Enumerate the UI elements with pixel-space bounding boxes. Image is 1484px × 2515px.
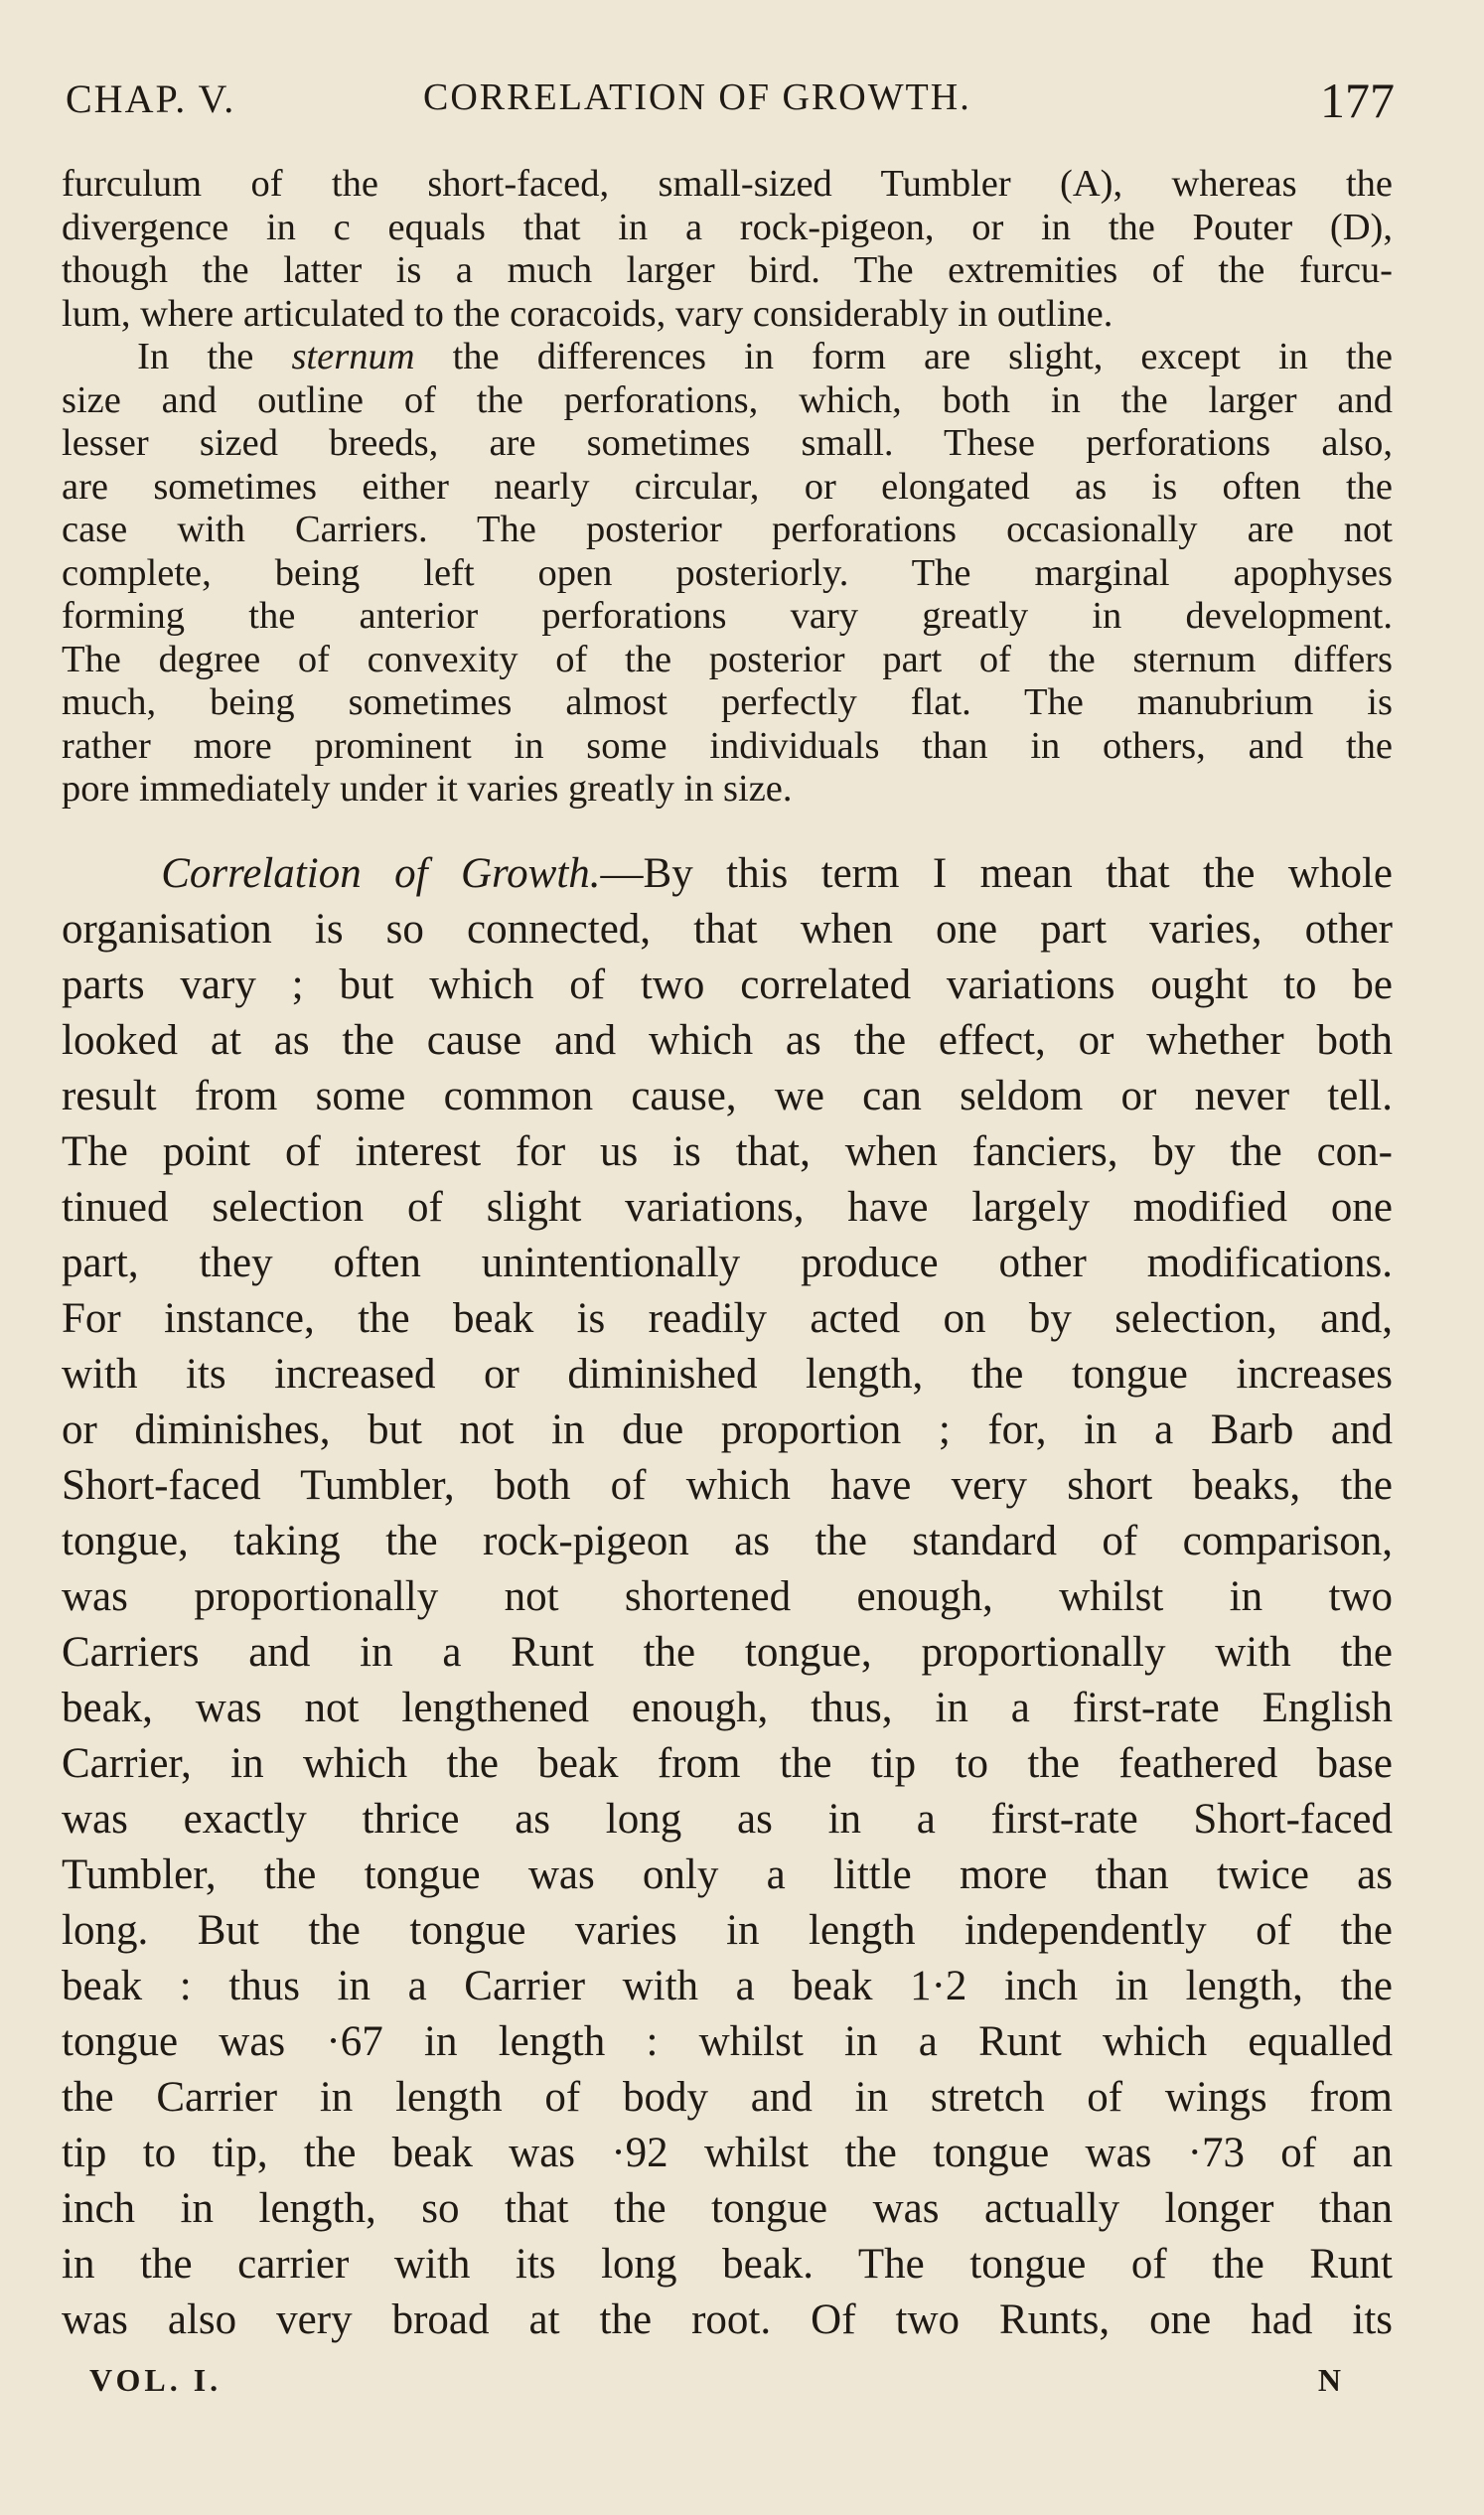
sternum-line-before: In the: [137, 336, 292, 377]
small-line: forming the anterior perforations vary greatly in development.: [62, 595, 1393, 637]
main-line: inch in length, so that the tongue was actually longer than: [62, 2185, 1393, 2232]
main-line: tongue was ·67 in length : whilst in a Runt which equalled: [62, 2018, 1393, 2065]
page-footer: [89, 2362, 1341, 2412]
main-paragraph: [62, 846, 1393, 2348]
small-line: lesser sized breeds, are sometimes small. These perforations also,: [62, 422, 1393, 464]
small-line: complete, being left open posteriorly. The marginal apophyses: [62, 551, 1393, 594]
small-line: The degree of convexity of the posterior part of the sternum differs: [62, 638, 1393, 680]
small-line: though the latter is a much larger bird. The extremities of the furcu-: [62, 249, 1393, 291]
main-line: or diminishes, but not in due proportion ; for, in a Barb and: [62, 1406, 1393, 1453]
running-header: [66, 68, 1395, 137]
main-line: The point of interest for us is that, when fanciers, by the con-: [62, 1128, 1393, 1175]
main-line: organisation is so connected, that when one part varies, other: [62, 906, 1393, 953]
chapter-label: CHAP. V.: [66, 76, 236, 121]
small-line: lum, where articulated to the coracoids, vary considerably in outline.: [62, 292, 1113, 335]
gathering-mark: N: [1317, 2362, 1341, 2398]
main-line: parts vary ; but which of two correlated variations ought to be: [62, 962, 1393, 1008]
main-line: tip to tip, the beak was ·92 whilst the tongue was ·73 of an: [62, 2130, 1393, 2176]
main-line: tongue, taking the rock-pigeon as the standard of comparison,: [62, 1518, 1393, 1564]
main-line: Carriers and in a Runt the tongue, proportionally with the: [62, 1629, 1393, 1676]
main-line: with its increased or diminished length, the tongue increases: [62, 1351, 1393, 1398]
page-number: 177: [1320, 73, 1395, 128]
main-line: For instance, the beak is readily acted on by selection, and,: [62, 1295, 1393, 1342]
small-type-paragraphs: [62, 163, 1393, 812]
main-line: Carrier, in which the beak from the tip to the feathered base: [62, 1740, 1393, 1787]
small-line: size and outline of the perforations, which, both in the larger and: [62, 378, 1393, 421]
main-first-line-rest: —By this term I mean that the whole: [600, 850, 1394, 897]
sternum-line: [62, 336, 1393, 379]
main-line: Tumbler, the tongue was only a little more than twice as: [62, 1851, 1393, 1898]
sternum-term: sternum: [291, 336, 415, 377]
section-heading: Correlation of Growth.: [161, 850, 601, 897]
small-line: furculum of the short-faced, small-sized Tumbler (A), whereas the: [62, 163, 1393, 205]
small-line: are sometimes either nearly circular, or elongated as is often the: [62, 465, 1393, 508]
main-line: tinued selection of slight variations, have largely modified one: [62, 1184, 1393, 1231]
main-line: result from some common cause, we can seldom or never tell.: [62, 1073, 1393, 1119]
main-line: the Carrier in length of body and in stretch of wings from: [62, 2074, 1393, 2121]
small-line: pore immediately under it varies greatly in size.: [62, 768, 793, 810]
main-first-line: [62, 846, 1393, 902]
sternum-line-after: the differences in form are slight, except in the: [414, 336, 1394, 377]
small-line: rather more prominent in some individuals than in others, and the: [62, 724, 1393, 767]
running-title: CORRELATION OF GROWTH.: [423, 76, 971, 118]
main-line: beak : thus in a Carrier with a beak 1·2 inch in length, the: [62, 1963, 1393, 2009]
volume-signature: VOL. I.: [89, 2362, 223, 2398]
main-line: in the carrier with its long beak. The tongue of the Runt: [62, 2241, 1393, 2288]
main-line: long. But the tongue varies in length independently of the: [62, 1907, 1393, 1954]
main-line: was exactly thrice as long as in a first-rate Short-faced: [62, 1796, 1393, 1843]
main-line: beak, was not lengthened enough, thus, in a first-rate English: [62, 1685, 1393, 1731]
main-line: was also very broad at the root. Of two Runts, one had its: [62, 2296, 1393, 2343]
small-line: much, being sometimes almost perfectly flat. The manubrium is: [62, 681, 1393, 723]
main-line: part, they often unintentionally produce other modifications.: [62, 1240, 1393, 1286]
main-line: was proportionally not shortened enough, whilst in two: [62, 1573, 1393, 1620]
small-line: case with Carriers. The posterior perforations occasionally are not: [62, 509, 1393, 550]
main-line: Short-faced Tumbler, both of which have very short beaks, the: [62, 1462, 1393, 1509]
main-line: looked at as the cause and which as the effect, or whether both: [62, 1017, 1393, 1064]
small-line: divergence in c equals that in a rock-pigeon, or in the Pouter (D),: [62, 206, 1393, 248]
